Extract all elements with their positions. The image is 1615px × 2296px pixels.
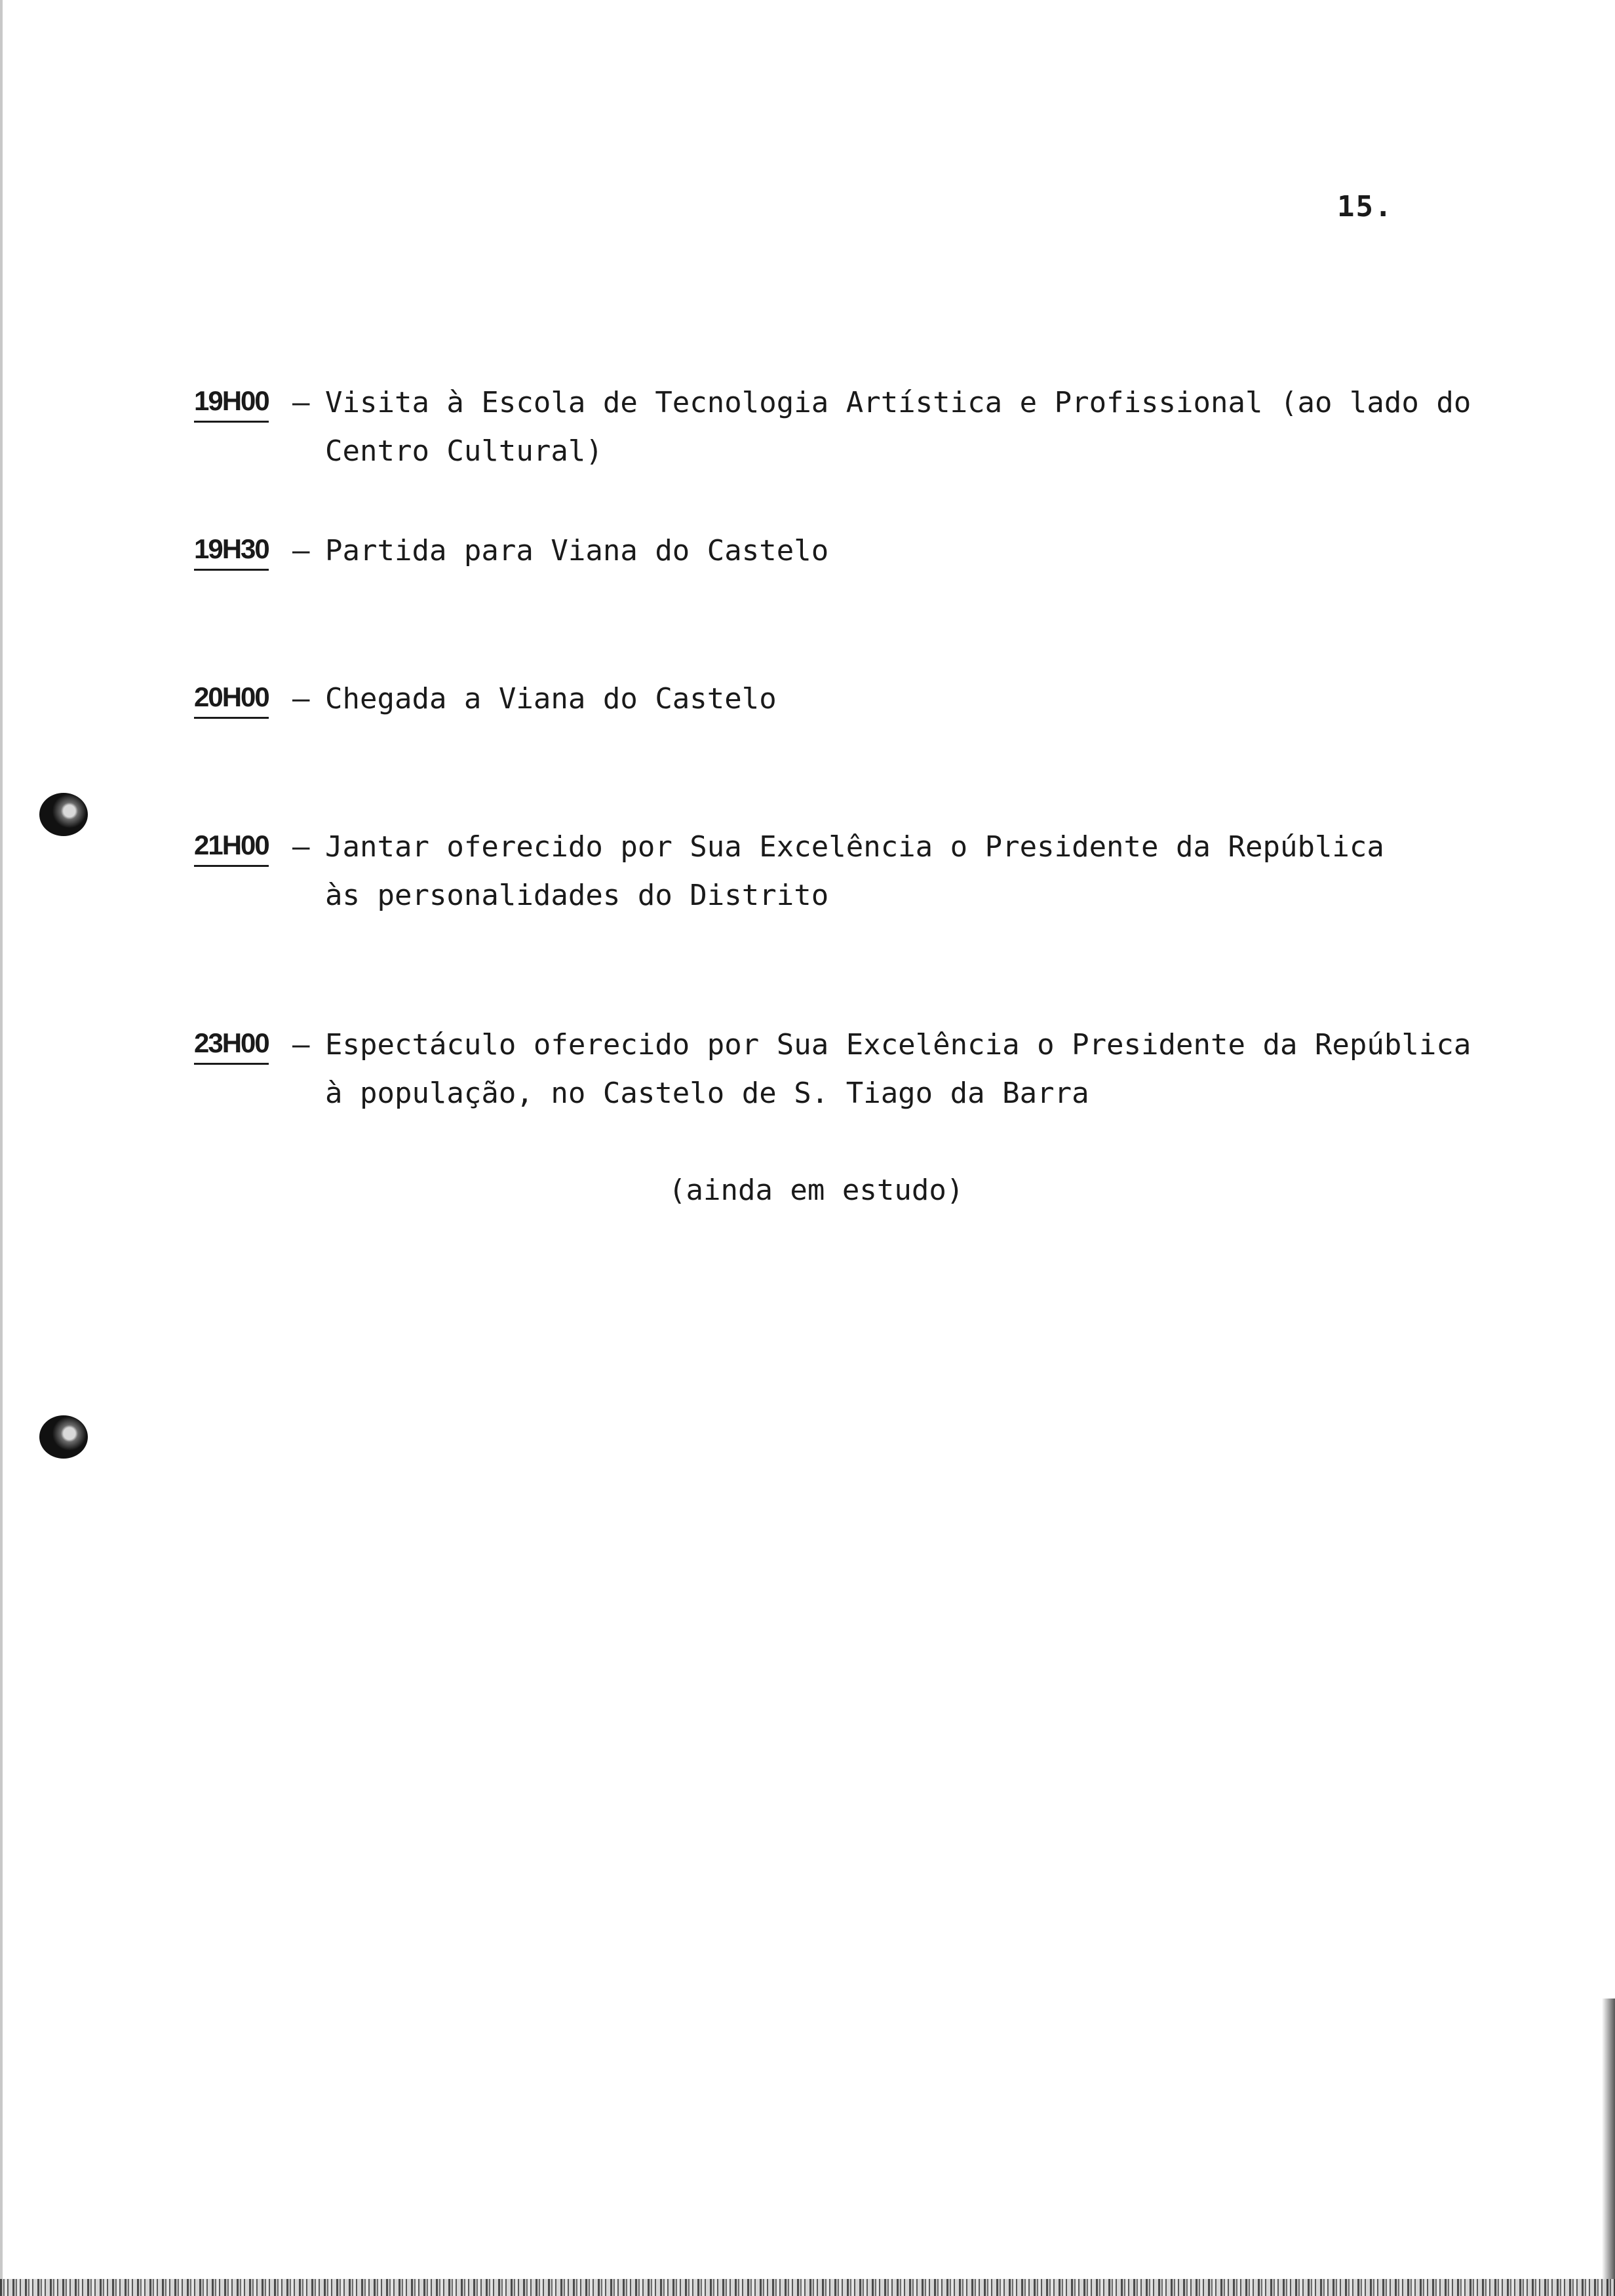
entry-dash: – <box>292 682 310 716</box>
page-right-edge-shadow <box>1602 1999 1615 2296</box>
entry-dash: – <box>292 534 310 567</box>
status-note: (ainda em estudo) <box>669 1174 964 1207</box>
page-number: 15. <box>1337 190 1393 223</box>
punch-hole-upper <box>39 793 88 836</box>
entry-description-line: Espectáculo oferecido por Sua Excelência o Presidente da República <box>325 1028 1471 1062</box>
page-left-edge <box>0 0 3 2296</box>
entry-description-line: às personalidades do Distrito <box>325 879 829 912</box>
punch-hole-lower <box>39 1415 88 1459</box>
entry-description-line: Visita à Escola de Tecnologia Artística e Profissional (ao lado do <box>325 386 1471 419</box>
entry-description <box>325 675 1466 723</box>
entry-description <box>325 823 1466 920</box>
scan-artifact-strip <box>0 2279 1615 2296</box>
entry-dash: – <box>292 386 310 419</box>
entry-description <box>325 379 1471 476</box>
entry-time: 19H30 <box>194 531 269 571</box>
entry-time: 21H00 <box>194 827 269 867</box>
entry-description-line: Jantar oferecido por Sua Excelência o Presidente da República <box>325 830 1384 864</box>
entry-description <box>325 527 1466 575</box>
entry-description-line: Chegada a Viana do Castelo <box>325 682 777 716</box>
entry-description-line: Partida para Viana do Castelo <box>325 534 829 567</box>
entry-dash: – <box>292 830 310 864</box>
entry-description <box>325 1021 1471 1118</box>
entry-dash: – <box>292 1028 310 1062</box>
entry-time: 19H00 <box>194 383 269 423</box>
entry-description-line: à população, no Castelo de S. Tiago da Barra <box>325 1077 1089 1110</box>
entry-time: 20H00 <box>194 679 269 719</box>
entry-time: 23H00 <box>194 1025 269 1065</box>
entry-description-line: Centro Cultural) <box>325 434 603 468</box>
